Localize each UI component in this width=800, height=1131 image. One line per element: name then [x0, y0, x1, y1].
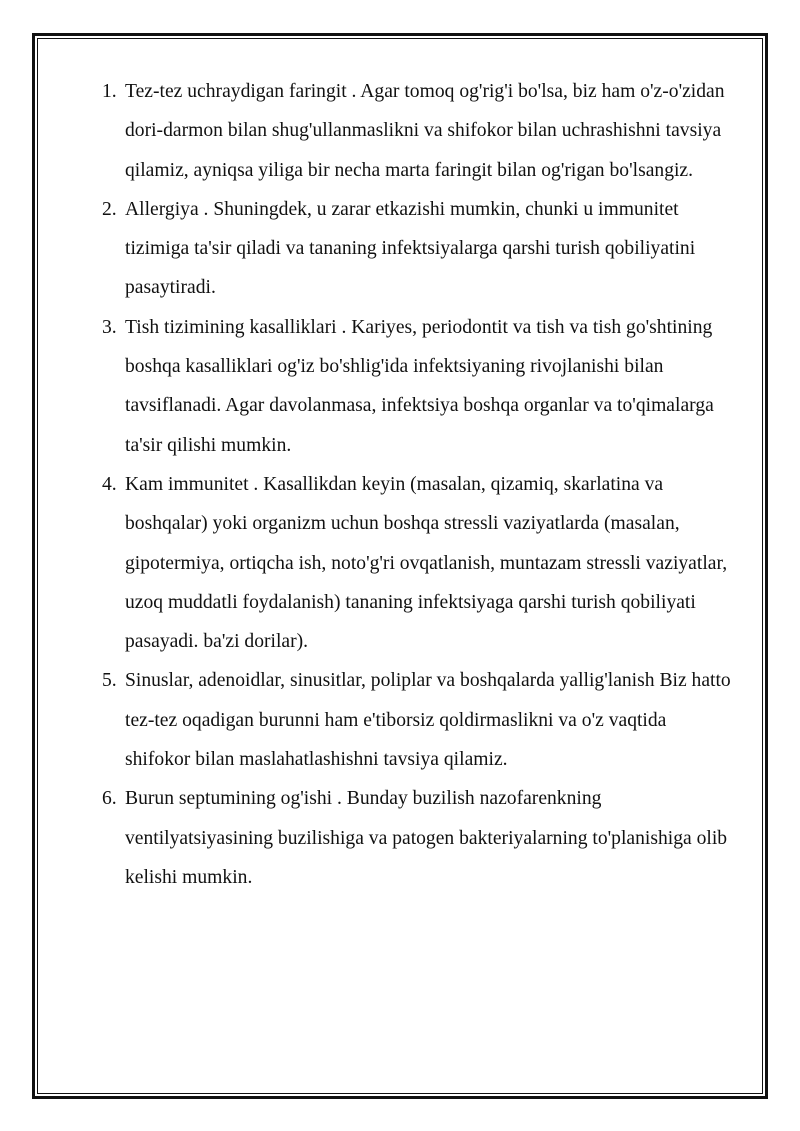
list-item: [96, 190, 736, 308]
list-item-text: Tez-tez uchraydigan faringit . Agar tomoq og'rig'i bo'lsa, biz ham o'z-o'zidan dori-darmon bilan shug'ullanmaslikni va shifokor bilan uchrashishni tavsiya qilamiz, ayniqsa yiliga bir necha marta faringit bilan og'rigan bo'lsangiz.: [125, 81, 725, 181]
numbered-list: [96, 72, 736, 897]
list-item-text: Tish tizimining kasalliklari . Kariyes, periodontit va tish va tish go'shtining boshqa kasalliklari og'iz bo'shlig'ida infektsiyaning rivojlanishi bilan tavsiflanadi. Agar davolanmasa, infektsiya boshqa organlar va to'qimalarga ta'sir qilishi mumkin.: [125, 316, 714, 456]
list-item: [96, 465, 736, 661]
list-item-number: 3.: [102, 316, 117, 338]
list-item-number: 6.: [102, 788, 117, 810]
list-item: [96, 308, 736, 465]
list-item-text: Kam immunitet . Kasallikdan keyin (masalan, qizamiq, skarlatina va boshqalar) yoki organizm uchun boshqa stressli vaziyatlarda (masalan, gipotermiya, ortiqcha ish, noto'g'ri ovqatlanish, muntazam stressli vaziyatlar, uzoq muddatli foydalanish) tananing infektsiyaga qarshi turish qobiliyati pasayadi. ba'zi dorilar).: [125, 473, 728, 653]
list-item-number: 4.: [102, 473, 117, 495]
list-item-number: 2.: [102, 198, 117, 220]
list-item: [96, 72, 736, 190]
list-item-text: Burun septumining og'ishi . Bunday buzilish nazofarenkning ventilyatsiyasining buzilishiga va patogen bakteriyalarning to'planishiga olib kelishi mumkin.: [125, 788, 728, 888]
list-item-text: Allergiya . Shuningdek, u zarar etkazishi mumkin, chunki u immunitet tizimiga ta'sir qiladi va tananing infektsiyalarga qarshi turish qobiliyatini pasaytiradi.: [125, 198, 696, 299]
document-body: [96, 72, 736, 897]
list-item: [96, 779, 736, 897]
list-item-text: Sinuslar, adenoidlar, sinusitlar, poliplar va boshqalarda yallig'lanish Biz hatto tez-tez oqadigan burunni ham e'tiborsiz qoldirmaslikni va o'z vaqtida shifokor bilan maslahatlashishni tavsiya qilamiz.: [125, 670, 731, 771]
list-item-number: 1.: [102, 81, 117, 102]
list-item: [96, 661, 736, 779]
list-item-number: 5.: [102, 670, 117, 692]
